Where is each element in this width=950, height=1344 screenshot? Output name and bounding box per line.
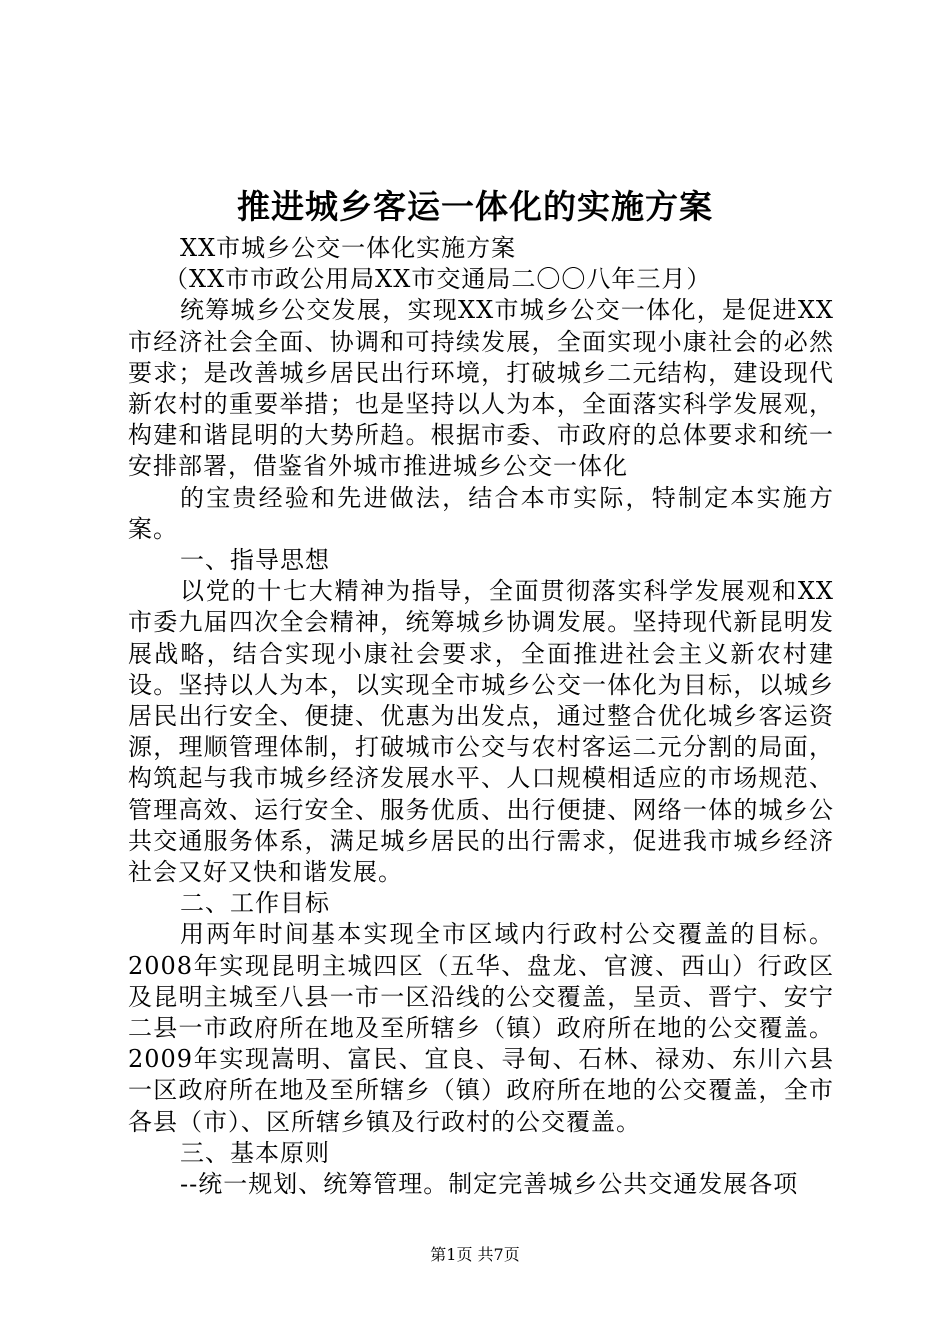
document-title: 推进城乡客运一体化的实施方案 bbox=[237, 187, 713, 226]
paragraph-intro-continued: 的宝贵经验和先进做法，结合本市实际，特制定本实施方案。 bbox=[128, 483, 834, 543]
paragraph-intro: 统筹城乡公交发展，实现XX市城乡公交一体化，是促进XX市经济社会全面、协调和可持续发展，全面实现小康社会的必然要求；是改善城乡居民出行环境，打破城乡二元结构，建设现代新农村的重要举措；也是坚持以人为本，全面落实科学发展观，构建和谐昆明的大势所趋。根据市委、市政府的总体要求和统一安排部署，借鉴省外城市推进城乡公交一体化 bbox=[128, 296, 834, 481]
paragraph-basic-principles: --统一规划、统筹管理。制定完善城乡公共交通发展各项 bbox=[180, 1170, 799, 1199]
document-subtitle: XX市城乡公交一体化实施方案 bbox=[180, 234, 517, 262]
paragraph-guiding-thought: 以党的十七大精神为指导，全面贯彻落实科学发展观和XX市委九届四次全会精神，统筹城乡协调发展。坚持现代新昆明发展战略，结合实现小康社会要求，全面推进社会主义新农村建设。坚持以人为本，以实现全市城乡公交一体化为目标，以城乡居民出行安全、便捷、优惠为出发点，通过整合优化城乡客运资源，理顺管理体制，打破城市公交与农村客运二元分割的局面，构筑起与我市城乡经济发展水平、人口规模相适应的市场规范、管理高效、运行安全、服务优质、出行便捷、网络一体的城乡公共交通服务体系，满足城乡居民的出行需求，促进我市城乡经济社会又好又快和谐发展。 bbox=[128, 577, 834, 887]
section-heading-work-goals: 二、工作目标 bbox=[180, 889, 330, 918]
document-body bbox=[128, 233, 834, 1200]
section-heading-basic-principles: 三、基本原则 bbox=[180, 1138, 330, 1167]
paragraph-work-goals: 用两年时间基本实现全市区域内行政村公交覆盖的目标。2008年实现昆明主城四区（五华、盘龙、官渡、西山）行政区及昆明主城至八县一市一区沿线的公交覆盖，呈贡、晋宁、安宁二县一市政府所在地及至所辖乡（镇）政府所在地的公交覆盖。2009年实现嵩明、富民、宜良、寻甸、石林、禄劝、东川六县一区政府所在地及至所辖乡（镇）政府所在地的公交覆盖，全市各县（市）、区所辖乡镇及行政村的公交覆盖。 bbox=[128, 920, 834, 1136]
page-number-footer: 第1页 共7页 bbox=[430, 1245, 520, 1264]
section-heading-guiding-thought: 一、指导思想 bbox=[180, 546, 330, 575]
document-source: （XX市市政公用局XX市交通局二〇〇八年三月） bbox=[164, 265, 712, 294]
